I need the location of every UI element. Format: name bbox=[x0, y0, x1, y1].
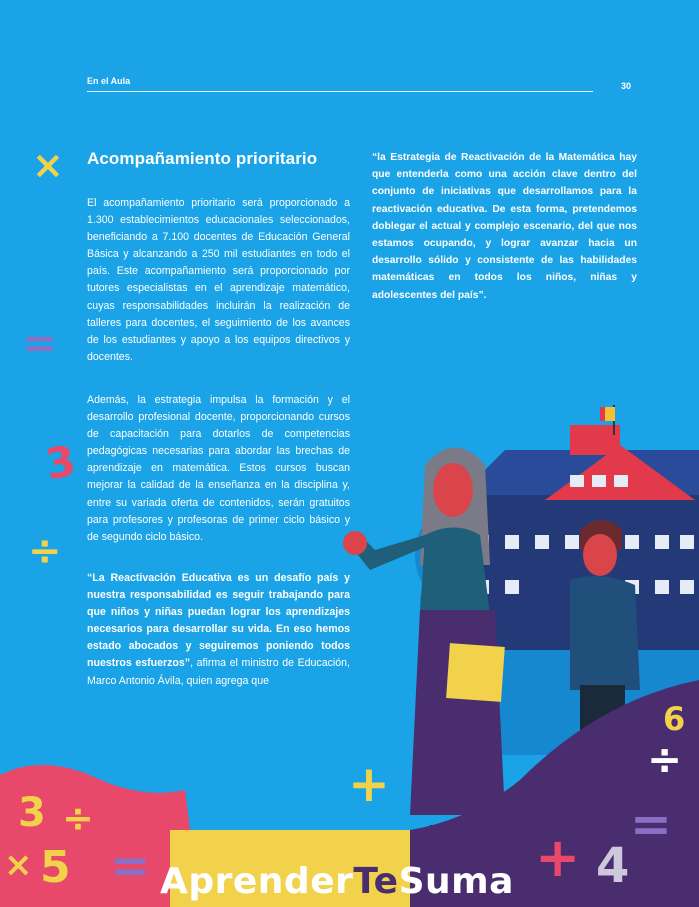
footer-equals-icon: = bbox=[110, 838, 151, 894]
footer-equals-icon-right: = bbox=[630, 795, 672, 853]
paragraph-formacion: Además, la estrategia impulsa la formación y el desarrollo profesional docente, proporcionando cursos de capacitación para dotarlos de competencias pedagógicas necesarias para abordar las brechas de aprendizaje en matemática. Estos cursos buscan mejorar la calidad de la enseñanza en la disciplina y, entre su variada oferta de contenidos, serán gratuitos para profesores y profesoras de primer ciclo básico y de segundo ciclo básico. bbox=[87, 394, 350, 543]
times-icon: × bbox=[32, 143, 64, 187]
left-paragraph-1 bbox=[87, 195, 350, 366]
footer-three-icon: 3 bbox=[18, 790, 46, 836]
section-label: En el Aula bbox=[87, 76, 131, 86]
footer-four-icon: 4 bbox=[596, 838, 630, 894]
student-jacket bbox=[570, 576, 640, 690]
footer-five-icon: 5 bbox=[40, 842, 71, 893]
left-quote bbox=[87, 570, 350, 690]
header-rule bbox=[87, 91, 593, 92]
brand-part-suma: Suma bbox=[398, 861, 514, 902]
plus-icon: + bbox=[348, 755, 390, 813]
teacher-face bbox=[433, 463, 473, 517]
flag bbox=[605, 407, 615, 421]
right-quote: “la Estrategia de Reactivación de la Matemática hay que entenderla como una acción clave dentro del conjunto de iniciativas que desarrollamos para la reactivación educativa. De esta forma, pretendemos doblegar el actual y complejo escenario, del que nos estamos ocupando, y lograr avanzar hacia un desarrollo sólido y consistente de las habilidades matemáticas en todos los niños, niñas y adolescentes del país”. bbox=[372, 152, 637, 301]
brand-part-aprender: Aprender bbox=[160, 861, 354, 902]
brand-part-te: Te bbox=[353, 861, 399, 902]
page-title: Acompañamiento prioritario bbox=[87, 149, 318, 168]
brand-logo bbox=[160, 862, 514, 902]
divide-icon: ÷ bbox=[28, 528, 62, 574]
three-icon: 3 bbox=[41, 435, 80, 490]
page-number: 30 bbox=[621, 81, 632, 91]
footer-divide-icon: ÷ bbox=[62, 796, 94, 840]
equals-icon: = bbox=[22, 318, 58, 367]
minister-quote bbox=[87, 570, 350, 690]
quote-bold: “La Reactivación Educativa es un desafío país y nuestra responsabilidad es seguir trabajando para que niños y niñas puedan lograr los aprendizajes necesarios para desarrollar su vida. En eso hemos estado abocados y seguiremos poniendo todos nuestros esfuerzos” bbox=[87, 572, 350, 670]
student-face bbox=[583, 534, 617, 576]
footer-six-icon: 6 bbox=[663, 700, 686, 738]
footer-divide-icon-right: ÷ bbox=[647, 735, 683, 784]
paragraph-acompanamiento: El acompañamiento prioritario será proporcionado a 1.300 establecimientos educacionales seleccionados, beneficiando a 7.100 docentes de Educación General Básica y alcanzando a 250 mil estudiantes en todo el país. Este acompañamiento será proporcionado por tutores especialistas en el aprendizaje matemático, cuyas responsabilidades incluirán la realización de talleres para docentes, el seguimiento de los avances de los estudiantes y apoyo a los equipos directivos y docentes. bbox=[87, 197, 350, 363]
footer-plus-icon: + bbox=[535, 826, 581, 889]
quote-tail: , afirma el ministro de Educación, Marco Antonio Ávila, quien agrega que bbox=[87, 657, 350, 687]
footer-times-icon: × bbox=[4, 845, 33, 885]
left-paragraph-2 bbox=[87, 392, 350, 546]
teacher-body bbox=[420, 528, 490, 616]
